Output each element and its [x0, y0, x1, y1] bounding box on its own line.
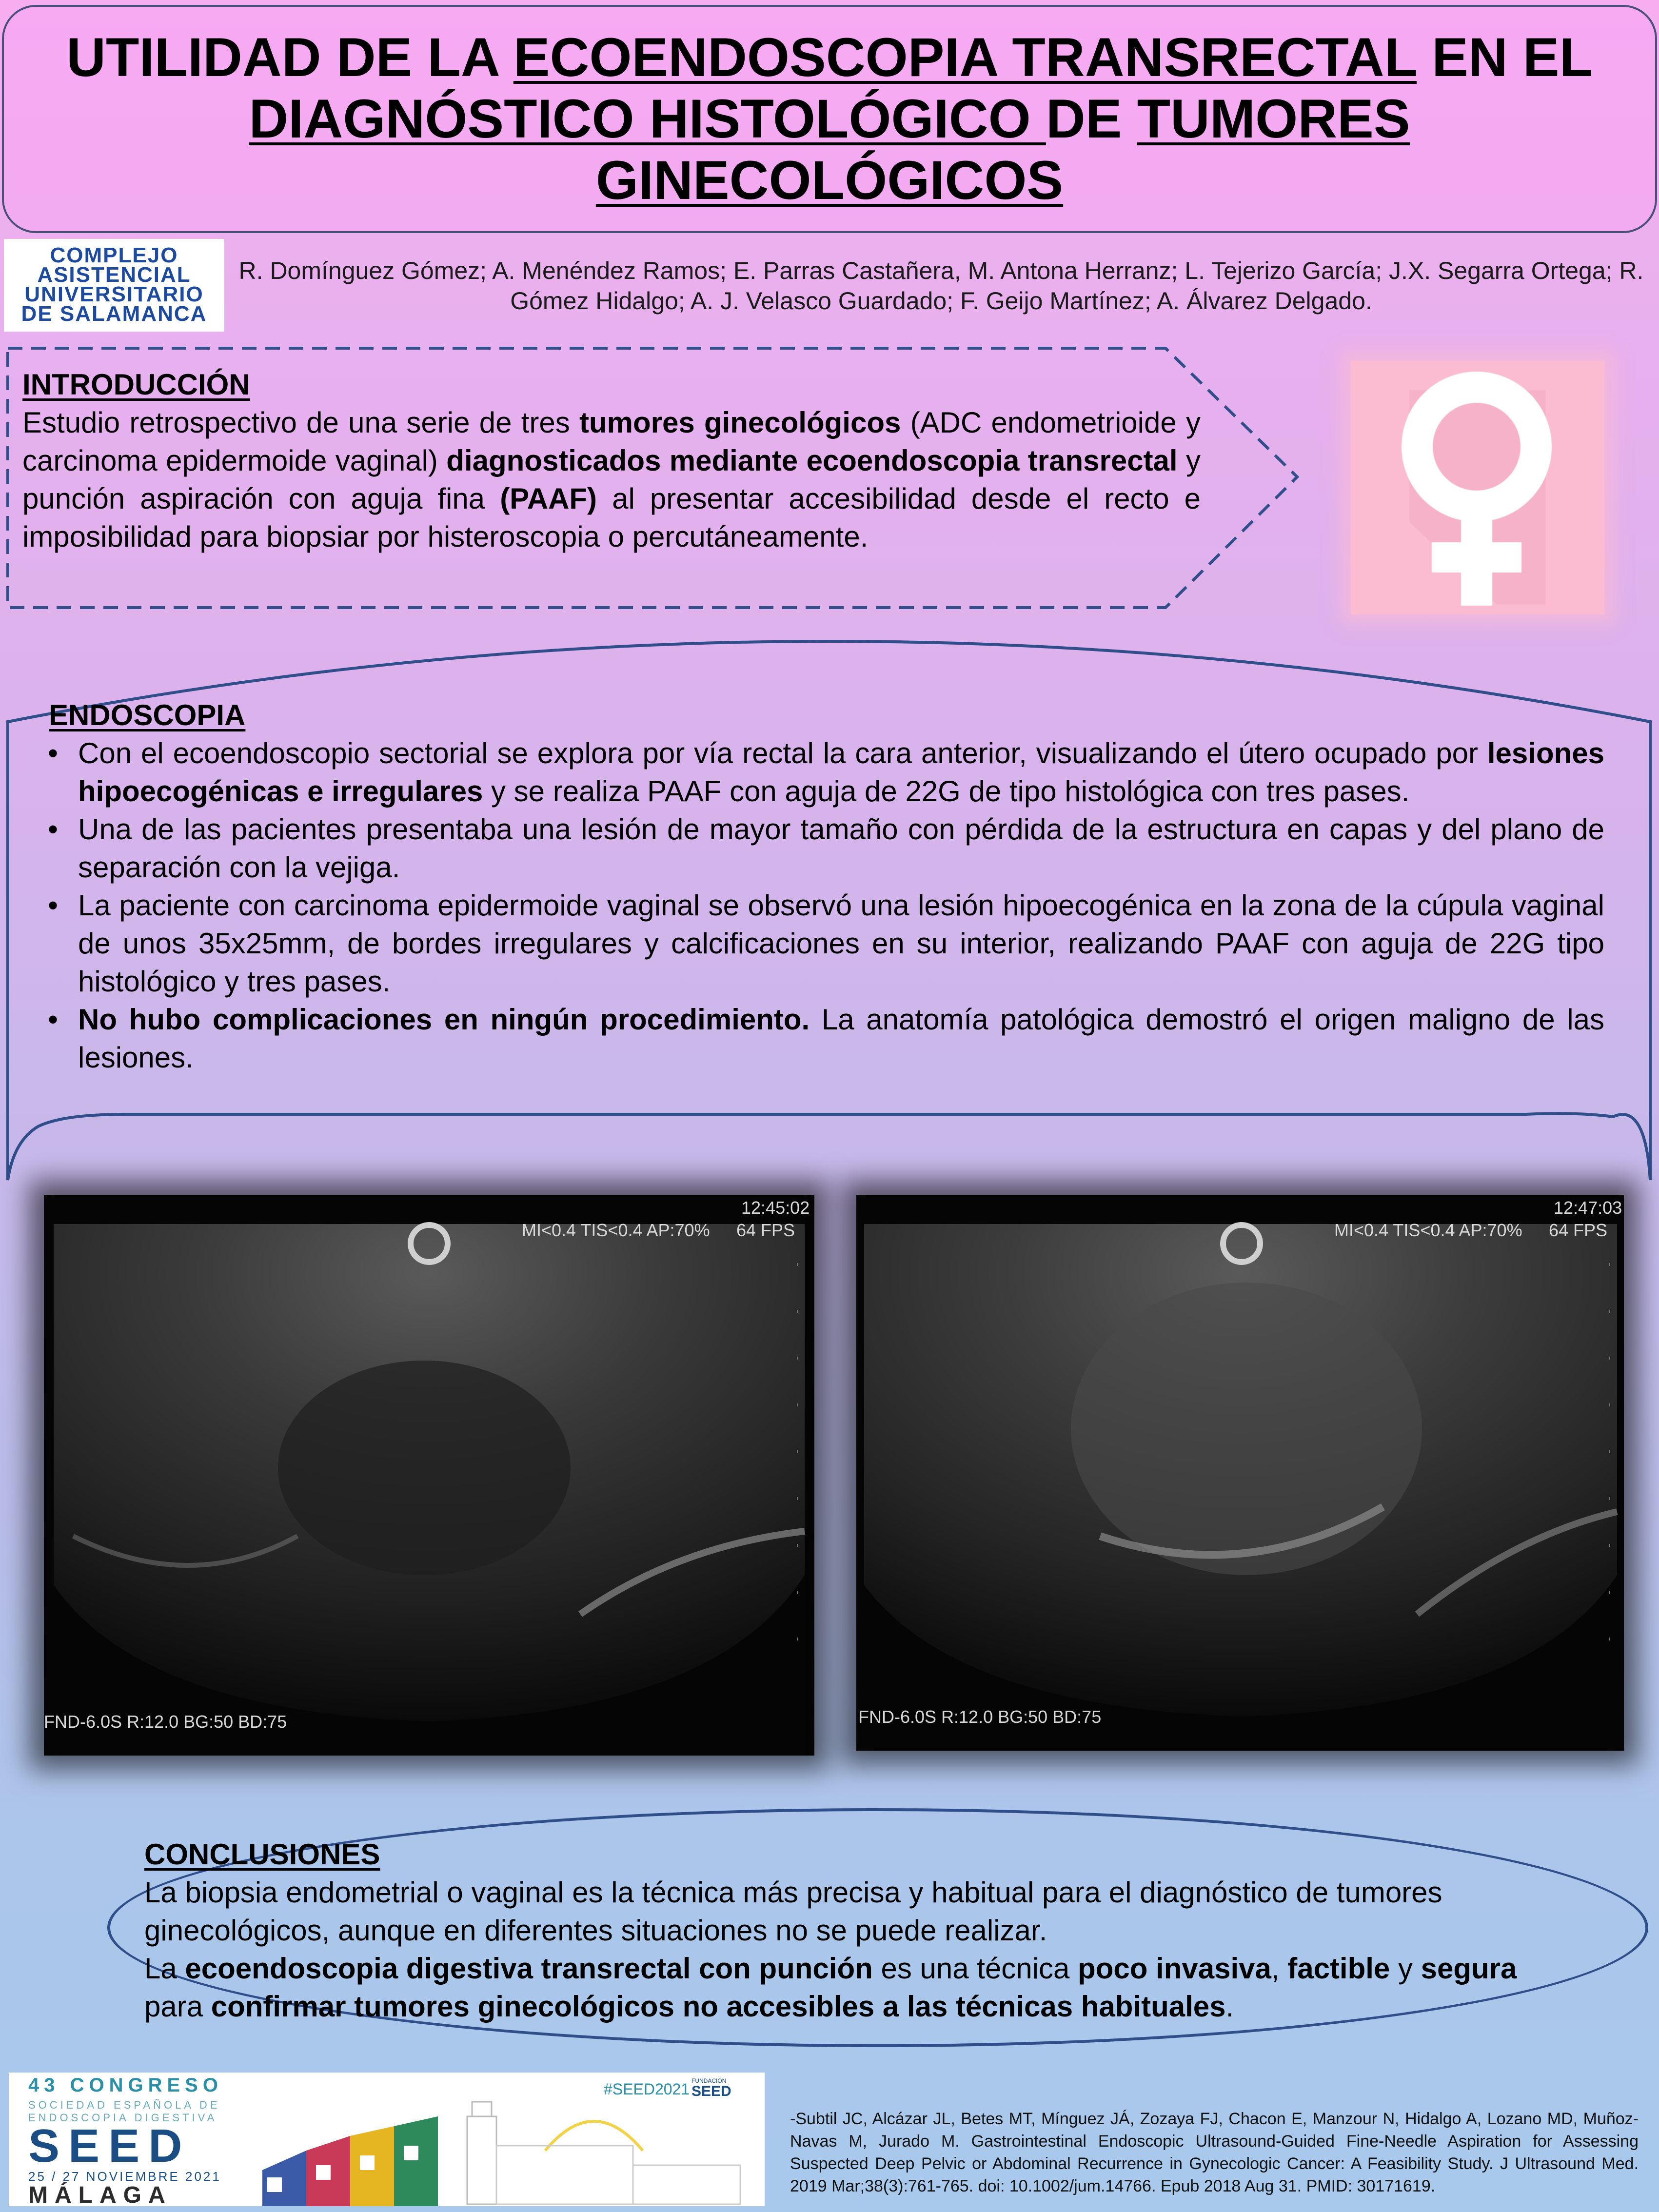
- ultrasound-image-1: [44, 1195, 814, 1756]
- ultrasound-image-2: [856, 1195, 1624, 1751]
- fundacion-label: FUNDACIÓN: [691, 2077, 727, 2084]
- endoscopia-heading: ENDOSCOPIA: [49, 699, 246, 731]
- logo-line: DE SALAMANCA: [21, 302, 207, 326]
- intro-heading: INTRODUCCIÓN: [22, 368, 250, 401]
- ultrasound-time: 12:47:03: [1554, 1198, 1622, 1218]
- ultrasound-settings: FND-6.0S R:12.0 BG:50 BD:75: [44, 1712, 287, 1732]
- seed-congreso: 43 CONGRESO: [28, 2074, 223, 2096]
- title-underlined-part: ECOENDOSCOPIA TRANSRECTAL: [513, 27, 1417, 88]
- conclusiones-section: [144, 1836, 1559, 2026]
- intro-text: Estudio retrospectivo de una serie de tres tumores ginecológicos (ADC endometrioide y carcinoma epidermoide vaginal) diagnosticados mediante ecoendoscopia transrectal y punción aspiración con aguja fina (PAAF) al presentar accesibilidad desde el recto e imposibilidad para biopsiar por histeroscopia o percutáneamente.: [22, 406, 1201, 553]
- seed-sociedad: SOCIEDAD ESPAÑOLA DE: [28, 2099, 220, 2111]
- ultrasound-scan: [44, 1195, 814, 1756]
- endoscopia-section: [49, 696, 1604, 1077]
- ultrasound-settings: FND-6.0S R:12.0 BG:50 BD:75: [858, 1707, 1102, 1727]
- conclusiones-paragraph: La biopsia endometrial o vaginal es la técnica más precisa y habitual para el diagnóstico de tumores ginecológicos, aunque en diferentes situaciones no se puede realizar.: [144, 1876, 1442, 1947]
- seed-name: SEED: [28, 2120, 191, 2172]
- logo-line: COMPLEJO: [50, 243, 178, 267]
- conclusiones-paragraph: La ecoendoscopia digestiva transrectal con punción es una técnica poco invasiva, factible y segura para confirmar tumores ginecológicos no accesibles a las técnicas habituales.: [144, 1952, 1517, 2023]
- logo-line: ASISTENCIAL: [37, 263, 191, 287]
- list-item: • Con el ecoendoscopio sectorial se explora por vía rectal la cara anterior, visualizando el útero ocupado por lesiones hipoecogénicas e irregulares y se realiza PAAF con aguja de 22G de tipo histológica con tres pases.: [78, 734, 1604, 810]
- poster-title: [25, 27, 1634, 211]
- title-underlined-part: DIAGNÓSTICO HISTOLÓGICO: [249, 88, 1046, 149]
- ultrasound-params: MI<0.4 TIS<0.4 AP:70%: [522, 1220, 710, 1240]
- venus-icon: [1351, 361, 1604, 614]
- reference: -Subtil JC, Alcázar JL, Betes MT, Mínguez JÁ, Zozaya FJ, Chacon E, Manzour N, Hidalgo A, Lozano MD, Muñoz-Navas M, Jurado M. Gastrointestinal Endoscopic Ultrasound-Guided Fine-Needle Aspiration for Assessing Suspected Deep Pelvic or Abdominal Recurrence in Gynecologic Cancer: A Feasibility Study. J Ultrasound Med. 2019 Mar;38(3):761-765. doi: 10.1002/jum.14766. Epub 2018 Aug 31. PMID: 30171619.: [790, 2110, 1639, 2195]
- fundacion-seed-logo: SEED: [691, 2083, 731, 2099]
- seed-sociedad: ENDOSCOPIA DIGESTIVA: [28, 2112, 217, 2124]
- venus-symbol-image: [1351, 361, 1604, 614]
- title-banner: [2, 5, 1657, 233]
- endoscopia-list: [49, 734, 1604, 1077]
- ultrasound-params: MI<0.4 TIS<0.4 AP:70%: [1334, 1220, 1522, 1240]
- hospital-logo: [4, 239, 224, 332]
- conclusiones-heading: CONCLUSIONES: [144, 1838, 380, 1871]
- intro-section: [22, 366, 1201, 556]
- authors: R. Domínguez Gómez; A. Menéndez Ramos; E. Parras Castañera, M. Antona Herranz; L. Tejerizo García; J.X. Segarra Ortega; R. Gómez Hidalgo; A. J. Velasco Guardado; F. Geijo Martínez; A. Álvarez Delgado.: [238, 257, 1644, 315]
- seed-hashtag: #SEED2021: [604, 2080, 690, 2098]
- list-item: • La paciente con carcinoma epidermoide vaginal se observó una lesión hipoecogénica en la zona de la cúpula vaginal de unos 35x25mm, de bordes irregulares y calcificaciones en su interior, realizando PAAF con aguja de 22G tipo histológico y tres pases.: [78, 887, 1604, 1001]
- ultrasound-time: 12:45:02: [741, 1198, 810, 1218]
- seed-dates: 25 / 27 NOVIEMBRE 2021: [28, 2169, 221, 2184]
- logo-line: UNIVERSITARIO: [24, 282, 204, 306]
- title-underlined-part: TUMORES GINECOLÓGICOS: [595, 88, 1410, 211]
- seed-congress-logo: [9, 2073, 765, 2206]
- ultrasound-fps: 64 FPS: [736, 1220, 795, 1240]
- list-item: • Una de las pacientes presentaba una lesión de mayor tamaño con pérdida de la estructura en capas y del plano de separación con la vejiga.: [78, 810, 1604, 887]
- seed-city: MÁLAGA: [28, 2182, 172, 2206]
- ultrasound-scan: [856, 1195, 1624, 1751]
- list-item: • No hubo complicaciones en ningún procedimiento. La anatomía patológica demostró el origen maligno de las lesiones.: [78, 1001, 1604, 1077]
- title-part: EN EL: [1417, 27, 1593, 88]
- title-part: DE: [1046, 88, 1137, 149]
- ultrasound-fps: 64 FPS: [1549, 1220, 1608, 1240]
- title-part: UTILIDAD DE LA: [66, 27, 514, 88]
